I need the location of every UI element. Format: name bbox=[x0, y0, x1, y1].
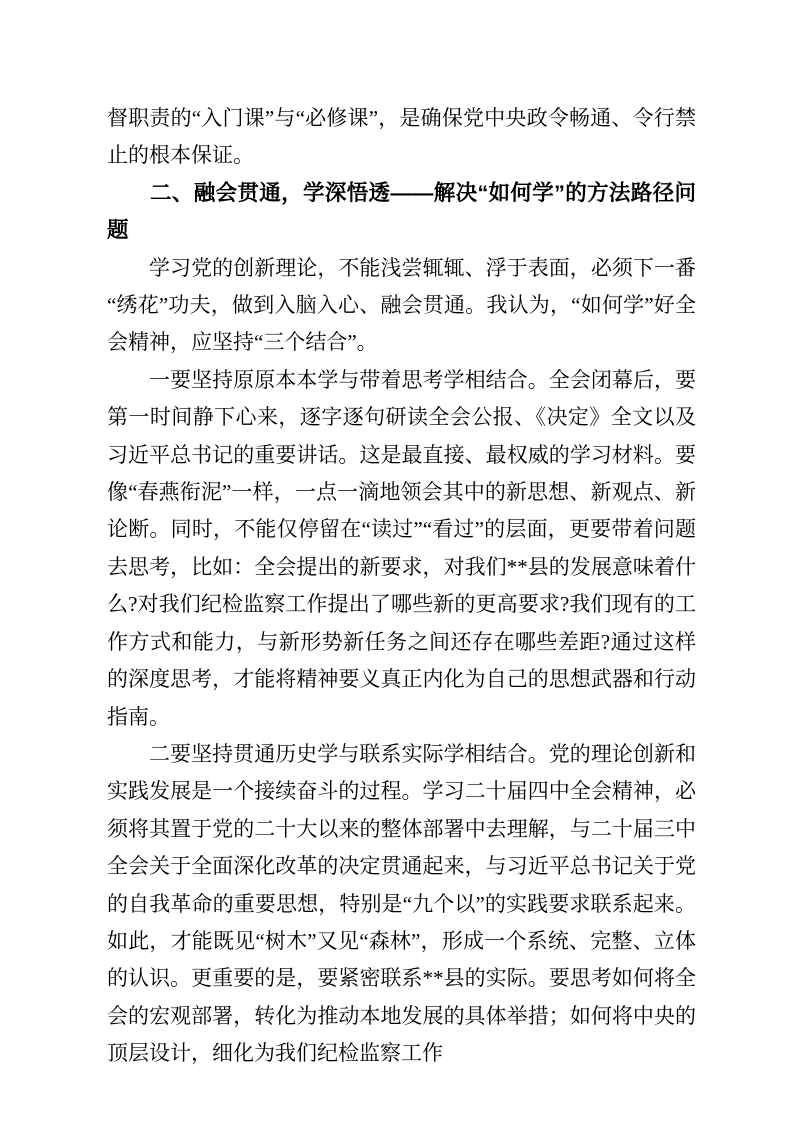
section-heading: 二、融会贯通，学深悟透——解决“如何学”的方法路径问题 bbox=[107, 180, 696, 243]
paragraph-point-two: 二要坚持贯通历史学与联系实际学相结合。党的理论创新和实践发展是一个接续奋斗的过程。学习二十届四中全会精神，必须将其置于党的二十大以来的整体部署中去理解，与二十届三中全会关于全面深化改革的决定贯通起来，与习近平总书记关于党的自我革命的重要思想，特别是“九个以”的实践要求联系起来。如此，才能既见“树木”又见“森林”，形成一个系统、完整、立体的认识。更重要的是，要紧密联系**县的实际。要思考如何将全会的宏观部署，转化为推动本地发展的具体举措；如何将中央的顶层设计，细化为我们纪检监察工作 bbox=[107, 741, 696, 1066]
document-text-block bbox=[107, 100, 696, 1073]
paragraph-continuation: 督职责的“入门课”与“必修课”，是确保党中央政令畅通、令行禁止的根本保证。 bbox=[107, 106, 696, 168]
paragraph-point-one: 一要坚持原原本本学与带着思考学相结合。全会闭幕后，要第一时间静下心来，逐字逐句研读全会公报、《决定》全文以及习近平总书记的重要讲话。这是最直接、最权威的学习材料。要像“春燕衔泥”一样，一点一滴地领会其中的新思想、新观点、新论断。同时，不能仅停留在“读过”“看过”的层面，更要带着问题去思考，比如：全会提出的新要求，对我们**县的发展意味着什么?对我们纪检监察工作提出了哪些新的更高要求?我们现有的工作方式和能力，与新形势新任务之间还存在哪些差距?通过这样的深度思考，才能将精神要义真正内化为自己的思想武器和行动指南。 bbox=[107, 367, 696, 729]
paragraph-intro: 学习党的创新理论，不能浅尝辄辄、浮于表面，必须下一番“绣花”功夫，做到入脑入心、融会贯通。我认为，“如何学”好全会精神，应坚持“三个结合”。 bbox=[107, 255, 696, 355]
